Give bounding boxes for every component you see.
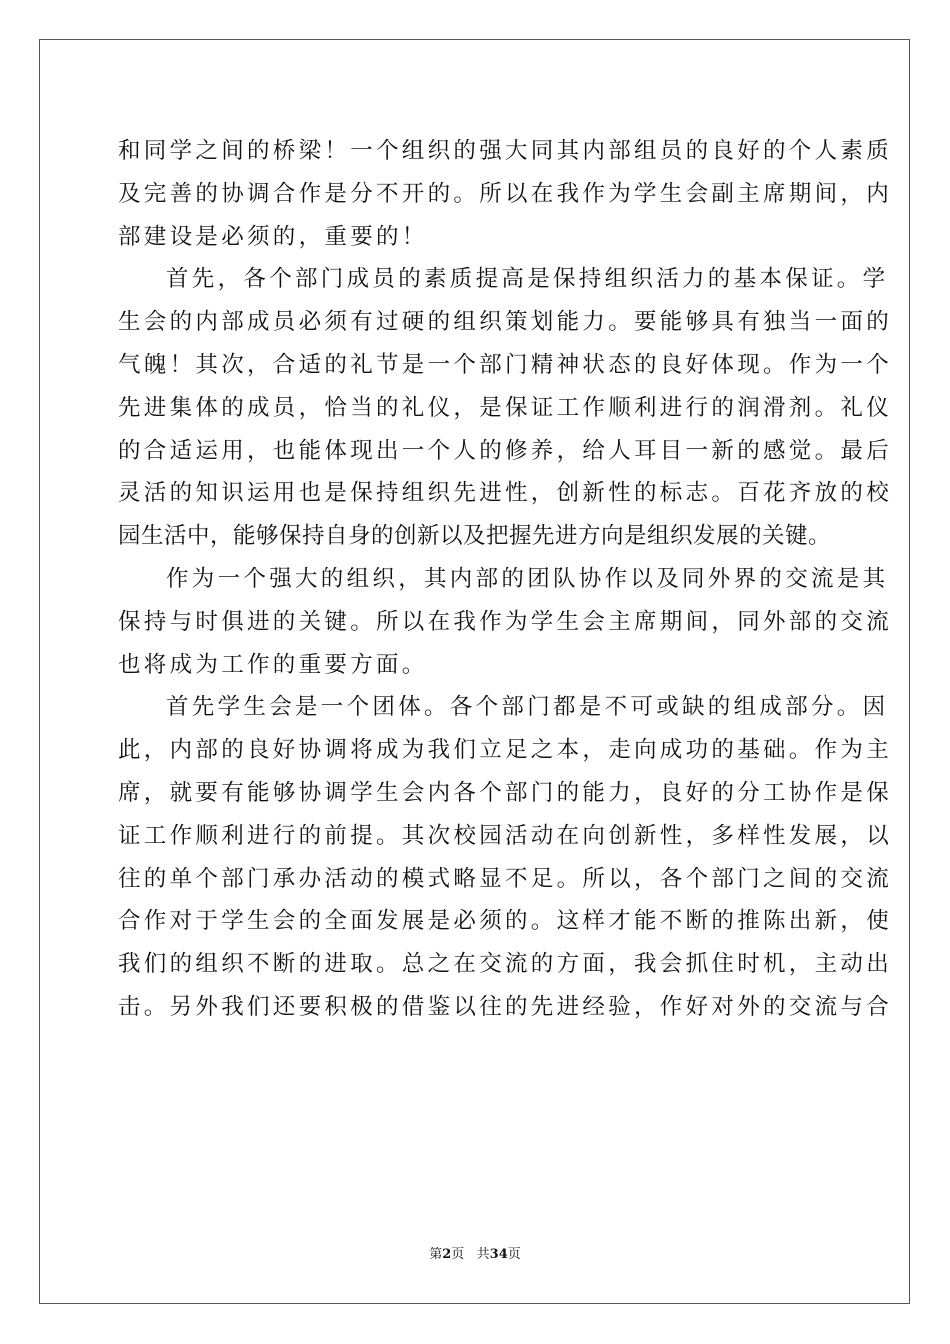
paragraph-start-line: 作为一个强大的组织，其内部的团队协作以及同外界的交流是其 xyxy=(166,565,889,592)
text-line: 部建设是必须的，重要的！ xyxy=(118,223,428,250)
current-page-number: 2 xyxy=(442,1247,452,1262)
text-line: 和同学之间的桥梁！一个组织的强大同其内部组员的良好的个人素质 xyxy=(118,138,893,164)
total-page-count: 34 xyxy=(489,1247,508,1262)
text-line: 合作对于学生会的全面发展是必须的。这样才能不断的推陈出新，使 xyxy=(118,908,893,935)
footer-prefix: 第 xyxy=(429,1247,443,1262)
text-line: 席，就要有能够协调学生会内各个部门的能力，良好的分工协作是保 xyxy=(118,779,893,806)
text-line: 生会的内部成员必须有过硬的组织策划能力。要能够具有独当一面的 xyxy=(118,309,893,336)
text-line: 及完善的协调合作是分不开的。所以在我作为学生会副主席期间，内 xyxy=(118,180,893,207)
page-number-footer xyxy=(0,1243,950,1262)
text-line: 保持与时俱进的关键。所以在我作为学生会主席期间，同外部的交流 xyxy=(118,608,893,635)
text-line: 击。另外我们还要积极的借鉴以往的先进经验，作好对外的交流与合 xyxy=(118,993,893,1020)
footer-middle: 页 共 xyxy=(451,1247,490,1262)
paragraph-start-line: 首先学生会是一个团体。各个部门都是不可或缺的组成部分。因 xyxy=(166,694,889,721)
text-line: 证工作顺利进行的前提。其次校园活动在向创新性，多样性发展，以 xyxy=(118,822,893,849)
text-line: 我们的组织不断的进取。总之在交流的方面，我会抓住时机，主动出 xyxy=(118,951,893,978)
body-text xyxy=(118,130,893,1029)
footer-suffix: 页 xyxy=(507,1247,521,1262)
text-line: 灵活的知识运用也是保持组织先进性，创新性的标志。百花齐放的校 xyxy=(118,480,893,507)
text-line: 往的单个部门承办活动的模式略显不足。所以，各个部门之间的交流 xyxy=(118,865,893,892)
text-line: 园生活中，能够保持自身的创新以及把握先进方向是组织发展的关键。 xyxy=(118,523,832,550)
text-line: 气魄！其次，合适的礼节是一个部门精神状态的良好体现。作为一个 xyxy=(118,351,893,378)
text-line: 先进集体的成员，恰当的礼仪，是保证工作顺利进行的润滑剂。礼仪 xyxy=(118,394,893,421)
text-line: 的合适运用，也能体现出一个人的修养，给人耳目一新的感觉。最后 xyxy=(118,437,893,464)
text-line: 也将成为工作的重要方面。 xyxy=(118,651,428,678)
text-line: 此，内部的良好协调将成为我们立足之本，走向成功的基础。作为主 xyxy=(118,737,893,764)
paragraph-start-line: 首先，各个部门成员的素质提高是保持组织活力的基本保证。学 xyxy=(166,266,889,293)
